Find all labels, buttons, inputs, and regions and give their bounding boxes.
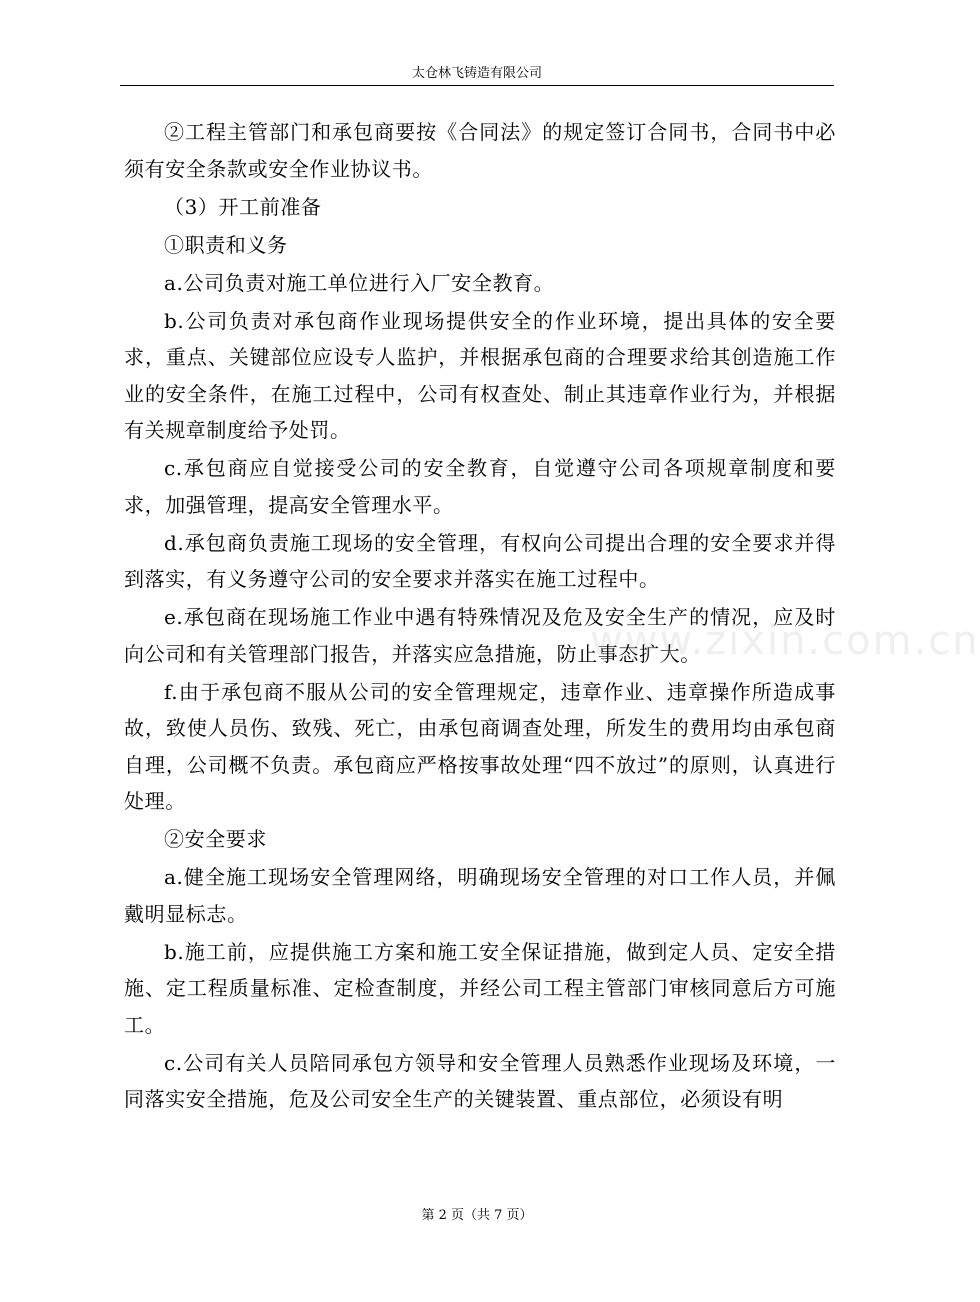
paragraph: ①职责和义务 [164,232,288,257]
watermark: www.zixin.com.cn [590,618,980,664]
paragraph: c.公司有关人员陪同承包方领导和安全管理人员熟悉作业现场及环境，一同落实安全措施，危及公司安全生产的关键装置、重点部位，必须设有明 [124,1050,836,1111]
page-header: 太仓林飞铸造有限公司 [411,66,542,81]
paragraph: ②安全要求 [164,827,267,851]
paragraph: （3）开工前准备 [164,194,322,219]
paragraph: ②工程主管部门和承包商要按《合同法》的规定签订合同书，合同书中必须有安全条款或安全作业协议书。 [124,120,836,181]
page-footer: 第 2 页（共 7 页） [421,1208,533,1223]
paragraph: a.公司负责对施工单位进行入厂安全教育。 [164,270,555,295]
paragraph: a.健全施工现场安全管理网络，明确现场安全管理的对口工作人员，并佩戴明显标志。 [124,865,836,926]
paragraph: b.公司负责对承包商作业现场提供安全的作业环境，提出具体的安全要求，重点、关键部位应设专人监护，并根据承包商的合理要求给其创造施工作业的安全条件，在施工过程中，公司有权查处、制止其违章作业行为，并根据有关规章制度给予处罚。 [124,308,836,442]
paragraph: c.承包商应自觉接受公司的安全教育，自觉遵守公司各项规章制度和要求，加强管理，提高安全管理水平。 [124,456,836,517]
paragraph: b.施工前，应提供施工方案和施工安全保证措施，做到定人员、定安全措施、定工程质量标准、定检查制度，并经公司工程主管部门审核同意后方可施工。 [124,939,836,1037]
paragraph: e.承包商在现场施工作业中遇有特殊情况及危及安全生产的情况，应及时向公司和有关管理部门报告，并落实应急措施，防止事态扩大。 [124,605,836,666]
document-body [124,114,836,1119]
header-rule [120,85,834,86]
paragraph: d.承包商负责施工现场的安全管理，有权向公司提出合理的安全要求并得到落实，有义务遵守公司的安全要求并落实在施工过程中。 [124,530,836,591]
paragraph: f.由于承包商不服从公司的安全管理规定，违章作业、违章操作所造成事故，致使人员伤、致残、死亡，由承包商调查处理，所发生的费用均由承包商自理，公司概不负责。承包商应严格按事故处理“四不放过”的原则，认真进行处理。 [124,679,836,813]
